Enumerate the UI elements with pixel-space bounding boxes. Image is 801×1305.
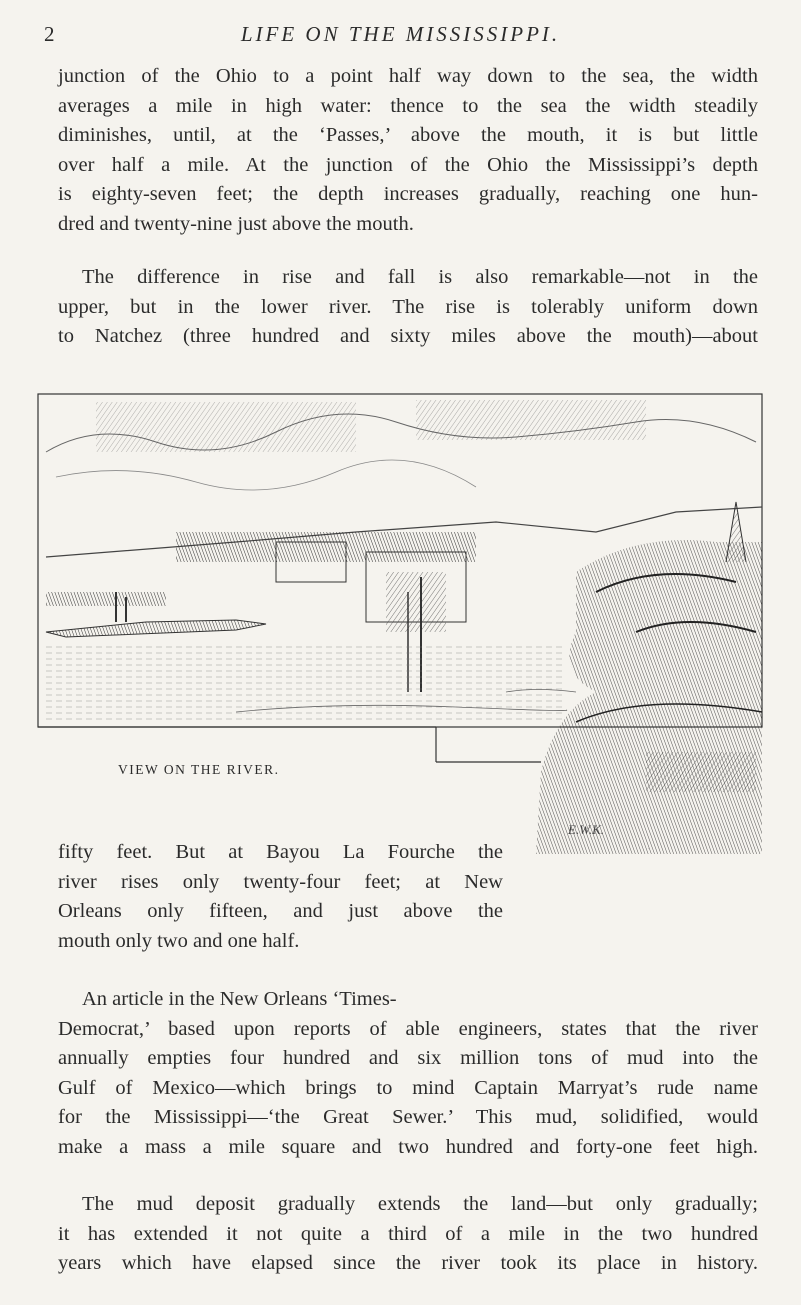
text-line: mouth only two and one half. [58, 929, 300, 952]
text-line: An article in the New Orleans ‘Times- [82, 988, 397, 1010]
figure-caption: VIEW ON THE RIVER. [118, 762, 280, 777]
text-line: dred and twenty-nine just above the mouth. [58, 212, 414, 235]
text-line: diminishes, until, at the ‘Passes,’ above the mouth, it is but little [58, 124, 758, 146]
text-line: to Natchez (three hundred and sixty miles above the mouth)—about [58, 325, 758, 347]
text-line: is eighty-seven feet; the depth increases gradually, reaching one hun- [58, 183, 758, 205]
text-line: averages a mile in high water: thence to the sea the width steadily [58, 94, 758, 117]
foliage-right-bank [536, 502, 762, 854]
text-line: Gulf of Mexico—which brings to mind Captain Marryat’s rude name [58, 1076, 758, 1099]
paragraph-1 [58, 62, 758, 239]
cloud-line [56, 460, 476, 490]
running-title: LIFE ON THE MISSISSIPPI. [240, 22, 561, 46]
text-line: The difference in rise and fall is also remarkable—not in the [82, 266, 758, 288]
far-trees [46, 592, 166, 606]
cloud-shading [416, 400, 646, 440]
artist-signature: E.W.K. [568, 822, 604, 837]
text-line: The mud deposit gradually extends the land—but only gradually; [82, 1193, 758, 1215]
paragraph-5 [58, 1190, 758, 1279]
text-line: make a mass a mile square and two hundred and forty-one feet high. [58, 1135, 758, 1158]
river-water [46, 642, 566, 722]
text-line: Orleans only fifteen, and just above the [58, 900, 503, 922]
river-illustration [36, 392, 764, 854]
text-line: river rises only twenty-four feet; at New [58, 870, 503, 893]
text-line: upper, but in the lower river. The rise is tolerably uniform down [58, 295, 758, 318]
engraving-drawing [36, 392, 764, 854]
page-number: 2 [44, 22, 55, 46]
paragraph-4 [58, 985, 758, 1162]
page-header [0, 18, 801, 48]
text-line: fifty feet. But at Bayou La Fourche the [58, 841, 503, 863]
cloud-shading [96, 402, 356, 452]
text-line: years which have elapsed since the river took its place in history. [58, 1252, 758, 1274]
text-line: Democrat,’ based upon reports of able engineers, states that the river [58, 1017, 758, 1040]
text-line: it has extended it not quite a third of a mile in the two hundred [58, 1222, 758, 1245]
text-line: annually empties four hundred and six million tons of mud into the [58, 1047, 758, 1069]
text-line: for the Mississippi—‘the Great Sewer.’ This mud, solidified, would [58, 1106, 758, 1128]
text-line: over half a mile. At the junction of the Ohio the Mississippi’s depth [58, 153, 758, 176]
paragraph-2 [58, 263, 758, 352]
text-line: junction of the Ohio to a point half way down to the sea, the width [58, 65, 758, 87]
paragraph-3 [58, 838, 503, 956]
